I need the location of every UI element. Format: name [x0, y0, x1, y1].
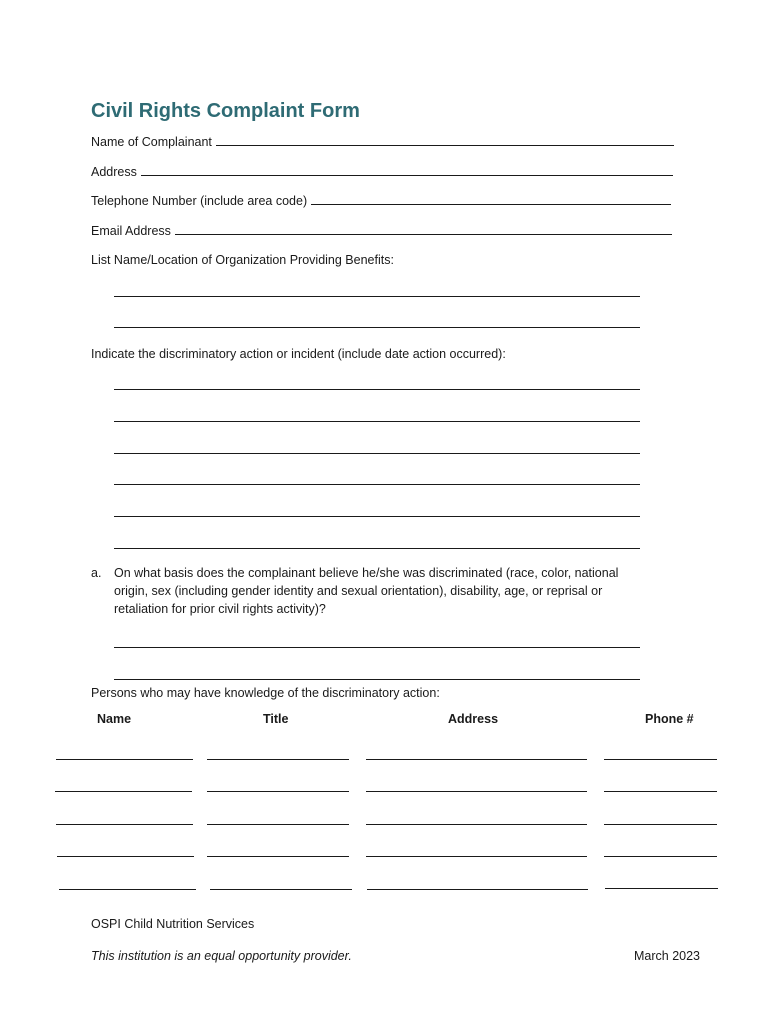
incident-line-5[interactable]	[114, 516, 640, 517]
incident-line-4[interactable]	[114, 484, 640, 485]
person-2-phone-line[interactable]	[604, 791, 717, 792]
person-5-address-line[interactable]	[367, 889, 588, 890]
person-4-phone-line[interactable]	[604, 856, 717, 857]
person-4-address-line[interactable]	[366, 856, 587, 857]
page-title: Civil Rights Complaint Form	[91, 100, 360, 122]
telephone-label: Telephone Number (include area code)	[91, 194, 308, 208]
address-label: Address	[91, 165, 137, 179]
question-a-text: On what basis does the complainant believe he/she was discriminated (race, color, national origin, sex (including gender identity and sexual orientation), disability, age, or reprisal or retaliation for prior civil rights activity)?	[114, 566, 619, 616]
email-field[interactable]	[91, 220, 672, 238]
basis-line-1[interactable]	[114, 647, 640, 648]
persons-label: Persons who may have knowledge of the discriminatory action:	[91, 686, 440, 700]
person-1-name-line[interactable]	[56, 759, 193, 760]
address-field[interactable]	[91, 161, 673, 179]
complainant-name-field[interactable]	[91, 131, 674, 149]
person-5-name-line[interactable]	[59, 889, 196, 890]
person-1-address-line[interactable]	[366, 759, 587, 760]
organization-label: List Name/Location of Organization Providing Benefits:	[91, 253, 394, 267]
person-3-address-line[interactable]	[366, 824, 587, 825]
basis-line-2[interactable]	[114, 679, 640, 680]
footer-statement: This institution is an equal opportunity provider.	[91, 949, 352, 963]
column-header-name: Name	[97, 712, 132, 726]
organization-line-1[interactable]	[114, 296, 640, 297]
incident-line-3[interactable]	[114, 453, 640, 454]
person-3-title-line[interactable]	[207, 824, 349, 825]
person-2-name-line[interactable]	[55, 791, 192, 792]
address-line[interactable]	[141, 175, 673, 176]
organization-line-2[interactable]	[114, 327, 640, 328]
incident-label: Indicate the discriminatory action or incident (include date action occurred):	[91, 347, 506, 361]
person-4-title-line[interactable]	[207, 856, 349, 857]
person-3-phone-line[interactable]	[604, 824, 717, 825]
footer-date: March 2023	[634, 949, 701, 963]
email-label: Email Address	[91, 224, 171, 238]
telephone-field[interactable]	[91, 190, 671, 208]
footer-agency: OSPI Child Nutrition Services	[91, 917, 255, 931]
complainant-name-label: Name of Complainant	[91, 135, 212, 149]
person-1-phone-line[interactable]	[604, 759, 717, 760]
column-header-title: Title	[263, 712, 289, 726]
incident-line-2[interactable]	[114, 421, 640, 422]
column-header-phone: Phone #	[645, 712, 694, 726]
person-2-title-line[interactable]	[207, 791, 349, 792]
person-2-address-line[interactable]	[366, 791, 587, 792]
person-3-name-line[interactable]	[56, 824, 193, 825]
complainant-name-line[interactable]	[216, 145, 674, 146]
incident-line-1[interactable]	[114, 389, 640, 390]
person-1-title-line[interactable]	[207, 759, 349, 760]
person-4-name-line[interactable]	[57, 856, 194, 857]
person-5-phone-line[interactable]	[605, 888, 718, 889]
question-a-letter: a.	[91, 566, 102, 580]
telephone-line[interactable]	[311, 204, 671, 205]
incident-line-6[interactable]	[114, 548, 640, 549]
column-header-address: Address	[448, 712, 499, 726]
email-line[interactable]	[175, 234, 672, 235]
person-5-title-line[interactable]	[210, 889, 352, 890]
